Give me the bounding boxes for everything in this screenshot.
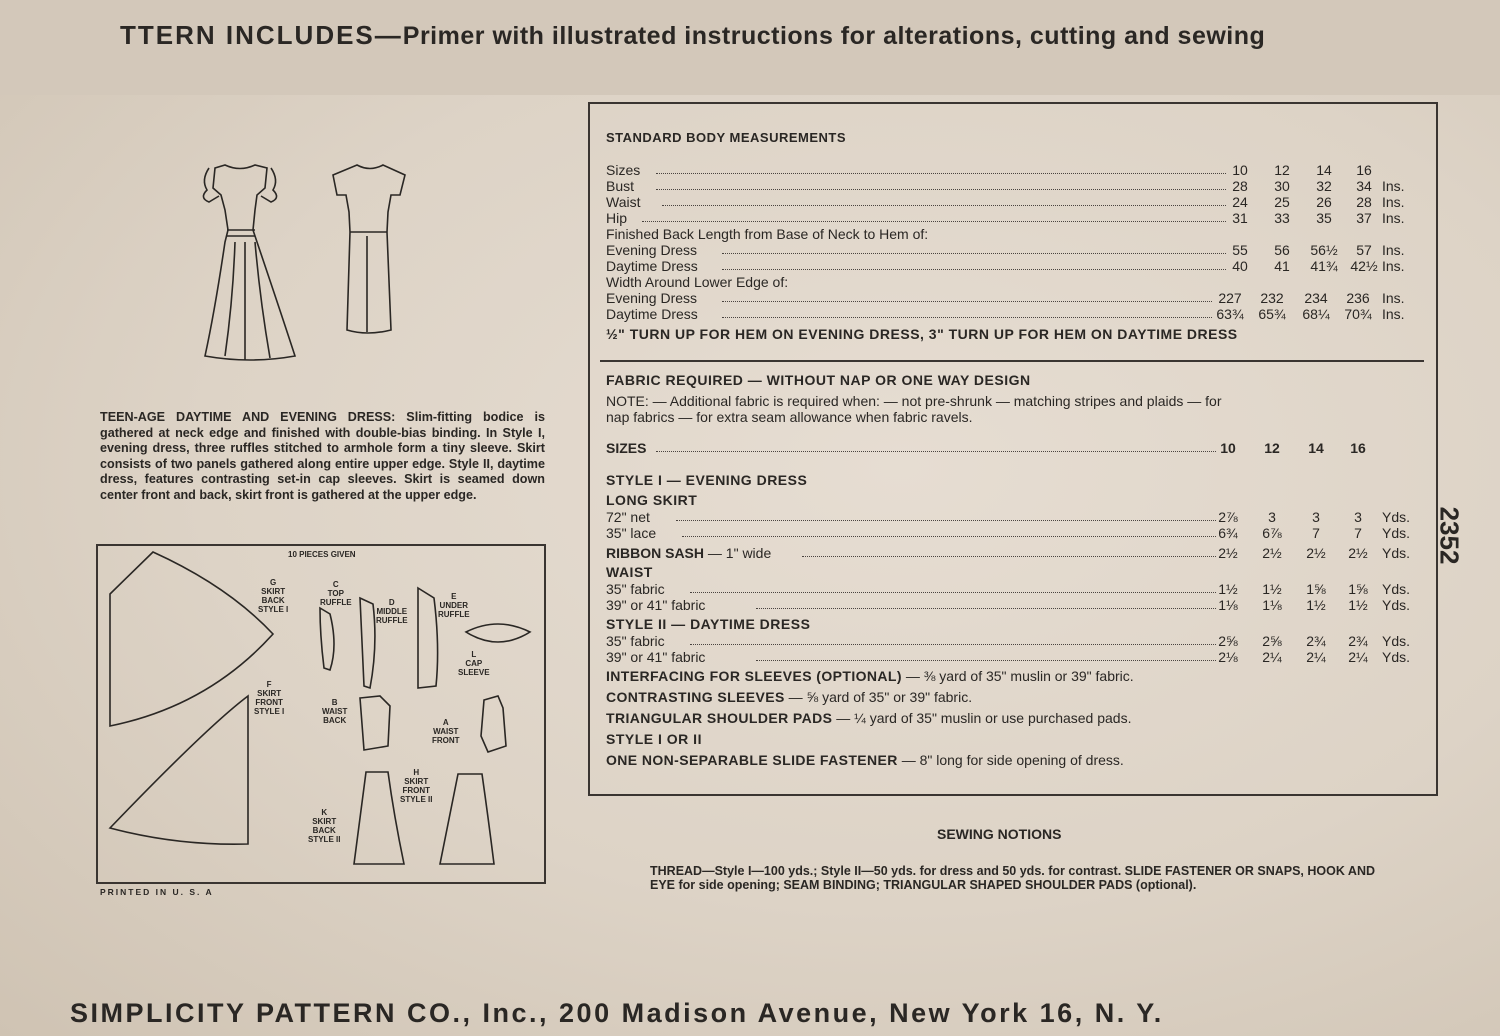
value: 1½ [1262, 581, 1282, 597]
unit: Yds. [1382, 581, 1411, 597]
piece-d-shape [360, 598, 375, 688]
row-style2-39 [606, 649, 1421, 665]
value: 24 [1232, 194, 1248, 210]
piece-a-label [432, 718, 460, 745]
label: Waist [606, 194, 641, 210]
value: 56 [1274, 242, 1290, 258]
value: 6¾ [1218, 525, 1238, 541]
daytime-dress-illustration [333, 165, 405, 333]
value: 2¼ [1348, 649, 1368, 665]
value: 32 [1316, 178, 1332, 194]
piece-h-shape [440, 774, 494, 864]
value: 10 [1232, 162, 1248, 178]
value: 2¾ [1348, 633, 1368, 649]
value: 2⅞ [1218, 509, 1238, 525]
value: 16 [1356, 162, 1372, 178]
leader-dots [662, 205, 1226, 206]
width-heading: Width Around Lower Edge of: [606, 274, 789, 290]
piece-h-label [400, 768, 432, 804]
value: 42½ [1350, 258, 1378, 274]
label [606, 545, 771, 561]
value: 41 [1274, 258, 1290, 274]
value: 3 [1354, 509, 1362, 525]
leader-dots [722, 301, 1212, 302]
label: SIZES [606, 440, 647, 456]
value: 30 [1274, 178, 1290, 194]
piece-l-text: L CAP SLEEVE [458, 650, 490, 677]
unit: Ins. [1382, 290, 1405, 306]
leader-dots [656, 451, 1216, 452]
piece-b-shape [360, 696, 390, 750]
label: Evening Dress [606, 242, 698, 258]
interfacing-detail: — ⅜ yard of 35" muslin or 39" fabric. [905, 668, 1134, 684]
divider [600, 360, 1424, 362]
pattern-pieces-diagram [96, 544, 546, 884]
piece-e-shape [418, 588, 438, 688]
label: 39" or 41" fabric [606, 649, 706, 665]
value: 28 [1356, 194, 1372, 210]
piece-h-text: H SKIRT FRONT STYLE II [400, 768, 433, 804]
value: 65¾ [1258, 306, 1286, 322]
unit: Ins. [1382, 306, 1405, 322]
row-waist-39 [606, 597, 1421, 613]
row-sizes [606, 162, 1421, 178]
piece-k-text: K SKIRT BACK STYLE II [308, 808, 341, 844]
value: 35 [1316, 210, 1332, 226]
row-waist-35 [606, 581, 1421, 597]
footer-address: SIMPLICITY PATTERN CO., Inc., 200 Madison Avenue, New York 16, N. Y. [70, 998, 1164, 1028]
leader-dots [722, 269, 1226, 270]
value: 12 [1264, 440, 1280, 456]
row-fabric-sizes [606, 440, 1421, 456]
leader-dots [756, 608, 1216, 609]
value: 14 [1308, 440, 1324, 456]
value: 1⅛ [1262, 597, 1282, 613]
value: 2¼ [1306, 649, 1326, 665]
piece-f-text: F SKIRT FRONT STYLE I [254, 680, 285, 716]
value: 41¾ [1310, 258, 1338, 274]
value: 25 [1274, 194, 1290, 210]
row-width-evening [606, 290, 1421, 306]
fastener-line [606, 752, 1124, 768]
value: 33 [1274, 210, 1290, 226]
value: 2¾ [1306, 633, 1326, 649]
ribbon-sash-label: RIBBON SASH [606, 545, 705, 561]
value: 2½ [1218, 545, 1238, 561]
value: 34 [1356, 178, 1372, 194]
value: 2⅛ [1218, 649, 1238, 665]
row-waist [606, 194, 1421, 210]
hem-note: ½" TURN UP FOR HEM ON EVENING DRESS, 3" TURN UP FOR HEM ON DAYTIME DRESS [606, 326, 1238, 342]
value: 55 [1232, 242, 1248, 258]
piece-l-shape [466, 624, 530, 642]
fabric-note-2: nap fabrics — for extra seam allowance when fabric ravels. [606, 409, 973, 425]
unit: Ins. [1382, 210, 1405, 226]
contrasting-label: CONTRASTING SLEEVES [606, 689, 785, 705]
label: Bust [606, 178, 635, 194]
row-lace [606, 525, 1421, 541]
row-bust [606, 178, 1421, 194]
value: 2½ [1262, 545, 1282, 561]
value: 1⅝ [1306, 581, 1326, 597]
measurement-table [588, 102, 1438, 796]
style-both-heading: STYLE I OR II [606, 731, 702, 747]
leader-dots [722, 317, 1212, 318]
unit: Yds. [1382, 545, 1411, 561]
piece-a-text: A WAIST FRONT [432, 718, 460, 745]
piece-k-shape [354, 772, 404, 864]
piece-c-label [320, 580, 352, 607]
style-description: TEEN-AGE DAYTIME AND EVENING DRESS: Slim-fitting bodice is gathered at neck edge and finished with double-bias binding. In Style I, evening dress, three ruffles stitched to armhole form a tiny sleeve. Skirt consists of two panels gathered along entire upper edge. Style II, daytime dress, features contrasting set-in cap sleeves. Skirt is seamed down center front and back, skirt front is gathered at the upper edge. [100, 410, 545, 502]
leader-dots [656, 173, 1226, 174]
value: 57 [1356, 242, 1372, 258]
leader-dots [676, 520, 1216, 521]
value: 6⅞ [1262, 525, 1282, 541]
leader-dots [722, 253, 1226, 254]
leader-dots [802, 556, 1216, 557]
value: 3 [1312, 509, 1320, 525]
measurements-title: STANDARD BODY MEASUREMENTS [606, 130, 847, 145]
long-skirt-heading: LONG SKIRT [606, 492, 698, 508]
label: 35" lace [606, 525, 657, 541]
notions-text: THREAD—Style I—100 yds.; Style II—50 yds. for dress and 50 yds. for contrast. SLIDE FASTENER OR SNAPS, HOOK AND EYE for side opening; SEAM BINDING; TRIANGULAR SHAPED SHOULDER PADS (optional). [650, 864, 1375, 892]
label: Daytime Dress [606, 306, 698, 322]
pieces-title: 10 PIECES GIVEN [288, 550, 356, 559]
value: 2½ [1306, 545, 1326, 561]
label: Daytime Dress [606, 258, 698, 274]
row-hip [606, 210, 1421, 226]
value: 1⅛ [1218, 597, 1238, 613]
piece-c-shape [320, 608, 334, 670]
value: 31 [1232, 210, 1248, 226]
label: 39" or 41" fabric [606, 597, 706, 613]
piece-d-label [376, 598, 408, 625]
style2-heading: STYLE II — DAYTIME DRESS [606, 616, 811, 632]
contrasting-line [606, 689, 972, 705]
label: Evening Dress [606, 290, 698, 306]
label: 35" fabric [606, 633, 665, 649]
label: Sizes [606, 162, 641, 178]
value: 236 [1346, 290, 1370, 306]
notions-title: SEWING NOTIONS [937, 826, 1062, 842]
fastener-label: ONE NON-SEPARABLE SLIDE FASTENER [606, 752, 898, 768]
printed-note: PRINTED IN U. S. A [100, 887, 214, 897]
value: 1½ [1306, 597, 1326, 613]
value: 28 [1232, 178, 1248, 194]
contrasting-detail: — ⅝ yard of 35" or 39" fabric. [788, 689, 973, 705]
value: 2⅝ [1218, 633, 1238, 649]
piece-f-label [254, 680, 284, 716]
value: 2¼ [1262, 649, 1282, 665]
value: 37 [1356, 210, 1372, 226]
unit: Yds. [1382, 649, 1411, 665]
fabric-title: FABRIC REQUIRED — WITHOUT NAP OR ONE WAY DESIGN [606, 372, 1031, 388]
unit: Ins. [1382, 178, 1405, 194]
value: 40 [1232, 258, 1248, 274]
shoulder-pads-label: TRIANGULAR SHOULDER PADS [606, 710, 833, 726]
ribbon-sash-detail: — 1" wide [707, 545, 772, 561]
piece-k-label [308, 808, 340, 844]
shoulder-pads-detail: — ¼ yard of 35" muslin or use purchased pads. [836, 710, 1132, 726]
piece-c-text: C TOP RUFFLE [320, 580, 352, 607]
style1-heading: STYLE I — EVENING DRESS [606, 472, 808, 488]
value: 16 [1350, 440, 1366, 456]
pattern-number: 2352 [1434, 506, 1465, 565]
value: 1½ [1218, 581, 1238, 597]
value: 2⅝ [1262, 633, 1282, 649]
piece-e-text: E UNDER RUFFLE [438, 592, 470, 619]
piece-a-shape [481, 696, 506, 752]
shoulder-pads-line [606, 710, 1131, 726]
unit: Ins. [1382, 194, 1405, 210]
value: 12 [1274, 162, 1290, 178]
leader-dots [756, 660, 1216, 661]
value: 68¼ [1302, 306, 1330, 322]
row-style2-35 [606, 633, 1421, 649]
piece-g-text: G SKIRT BACK STYLE I [258, 578, 289, 614]
unit: Yds. [1382, 525, 1411, 541]
piece-b-text: B WAIST BACK [322, 698, 348, 725]
fastener-detail: — 8" long for side opening of dress. [901, 752, 1124, 768]
leader-dots [656, 189, 1226, 190]
leader-dots [690, 592, 1216, 593]
row-ribbon-sash [606, 545, 1421, 561]
interfacing-label: INTERFACING FOR SLEEVES (OPTIONAL) [606, 668, 902, 684]
value: 1⅝ [1348, 581, 1368, 597]
value: 10 [1220, 440, 1236, 456]
interfacing-line [606, 668, 1134, 684]
label: Hip [606, 210, 628, 226]
value: 26 [1316, 194, 1332, 210]
piece-f-shape [110, 696, 248, 844]
value: 14 [1316, 162, 1332, 178]
value: 3 [1268, 509, 1276, 525]
leader-dots [642, 221, 1226, 222]
piece-l-label [458, 650, 490, 677]
leader-dots [682, 536, 1216, 537]
unit: Yds. [1382, 633, 1411, 649]
value: 63¾ [1216, 306, 1244, 322]
value: 7 [1312, 525, 1320, 541]
header-rest: Primer with illustrated instructions for alterations, cutting and sewing [402, 22, 1266, 50]
leader-dots [690, 644, 1216, 645]
row-back-evening [606, 242, 1421, 258]
value: 2½ [1348, 545, 1368, 561]
piece-d-text: D MIDDLE RUFFLE [376, 598, 408, 625]
row-back-daytime [606, 258, 1421, 274]
back-length-heading: Finished Back Length from Base of Neck to Hem of: [606, 226, 929, 242]
unit: Ins. [1382, 242, 1405, 258]
piece-e-label [438, 592, 470, 619]
row-width-daytime [606, 306, 1421, 322]
label: 72" net [606, 509, 650, 525]
fabric-note-1: NOTE: — Additional fabric is required when: — not pre-shrunk — matching stripes and plaids — for [606, 393, 1222, 409]
dress-illustrations [195, 150, 435, 370]
waist-heading: WAIST [606, 564, 653, 580]
unit: Yds. [1382, 509, 1411, 525]
value: 232 [1260, 290, 1284, 306]
value: 70¾ [1344, 306, 1372, 322]
piece-g-label [258, 578, 288, 614]
label: 35" fabric [606, 581, 665, 597]
evening-dress-illustration [203, 165, 295, 360]
header-lead: TTERN INCLUDES— [120, 20, 403, 50]
header [120, 20, 1265, 51]
value: 56½ [1310, 242, 1338, 258]
value: 234 [1304, 290, 1328, 306]
value: 1½ [1348, 597, 1368, 613]
unit: Ins. [1382, 258, 1405, 274]
value: 7 [1354, 525, 1362, 541]
unit: Yds. [1382, 597, 1411, 613]
row-net [606, 509, 1421, 525]
value: 227 [1218, 290, 1242, 306]
piece-b-label [322, 698, 347, 725]
